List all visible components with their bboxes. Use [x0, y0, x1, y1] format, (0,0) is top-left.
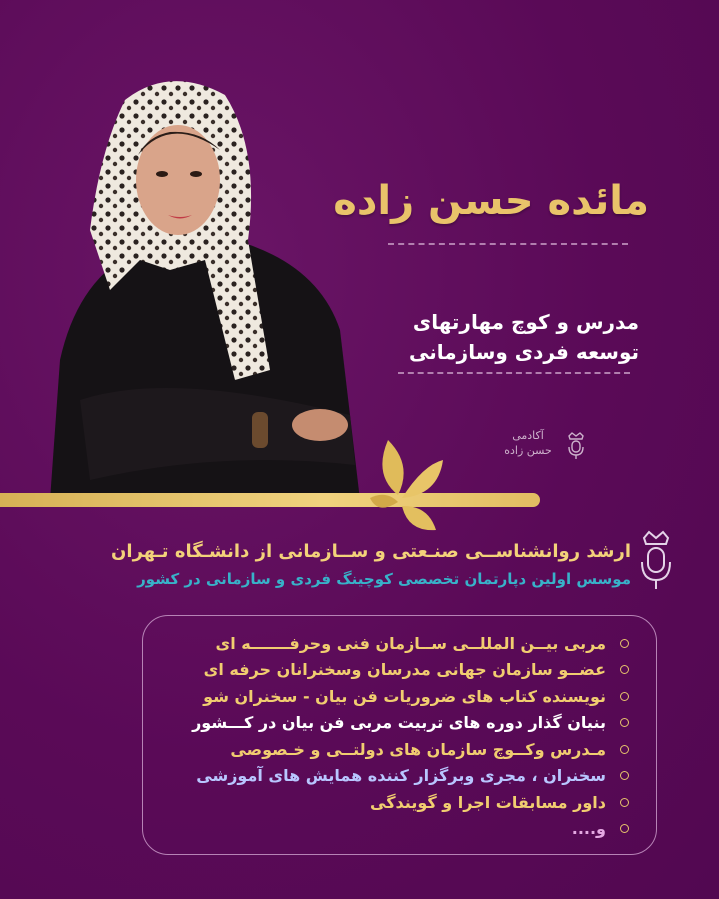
portrait-photo [20, 70, 380, 500]
academy-logo [498, 426, 588, 464]
divider [388, 243, 628, 245]
divider [398, 372, 630, 374]
list-item [159, 816, 629, 843]
list-item-text: مربی بیــن المللــی ســازمان فنی وحرفـــــــه ای [215, 633, 606, 653]
logo-text-line2: حسن زاده [504, 444, 552, 457]
list-item [159, 657, 629, 684]
logo-text-line1: آکادمی [512, 429, 544, 442]
decorative-gold-bar [0, 493, 540, 507]
list-item-text: سخنران ، مجری وبرگزار کننده همایش های آموزشی [196, 766, 606, 786]
list-item [159, 763, 629, 790]
list-item [159, 710, 629, 737]
list-item [159, 736, 629, 763]
bullet-icon [620, 718, 629, 727]
job-title-line2: توسعه فردی وسازمانی [409, 340, 639, 364]
list-item [159, 630, 629, 657]
logo-text [498, 428, 558, 458]
microphone-crown-icon [564, 430, 588, 460]
founder-statement: موسس اولین دپارتمان تخصصی کوچینگ فردی و سازمانی در کشور [137, 570, 631, 588]
person-name: مائده حسن زاده [333, 178, 649, 224]
bullet-icon [620, 824, 629, 833]
education-degree: ارشد روانشناســی صنـعتی و ســازمانی از دانشـگاه تـهران [111, 541, 631, 562]
list-item-text: بنیان گذار دوره های تربیت مربی فن بیان در کـــشور [192, 713, 606, 733]
job-title-line1: مدرس و کوچ مهارتهای [412, 310, 639, 334]
achievements-list [159, 630, 629, 842]
list-item-text: مـدرس وکــوچ سازمان های دولتــی و خـصوصی [230, 739, 606, 759]
bullet-icon [620, 798, 629, 807]
list-item-text: عضــو سازمان جهانی مدرسان وسخنرانان حرفه ای [203, 660, 606, 680]
bullet-icon [620, 771, 629, 780]
list-item-text: داور مسابقات اجرا و گویندگی [370, 792, 606, 812]
bullet-icon [620, 665, 629, 674]
list-item [159, 789, 629, 816]
list-item-text: و.... [571, 819, 606, 839]
bullet-icon [620, 639, 629, 648]
bullet-icon [620, 745, 629, 754]
microphone-crown-icon [636, 528, 676, 592]
list-item-text: نویسنده کتاب های ضروریات فن بیان - سخنران شو [203, 686, 606, 706]
leaf-ornament-icon [368, 420, 448, 535]
bullet-icon [620, 692, 629, 701]
list-item [159, 683, 629, 710]
